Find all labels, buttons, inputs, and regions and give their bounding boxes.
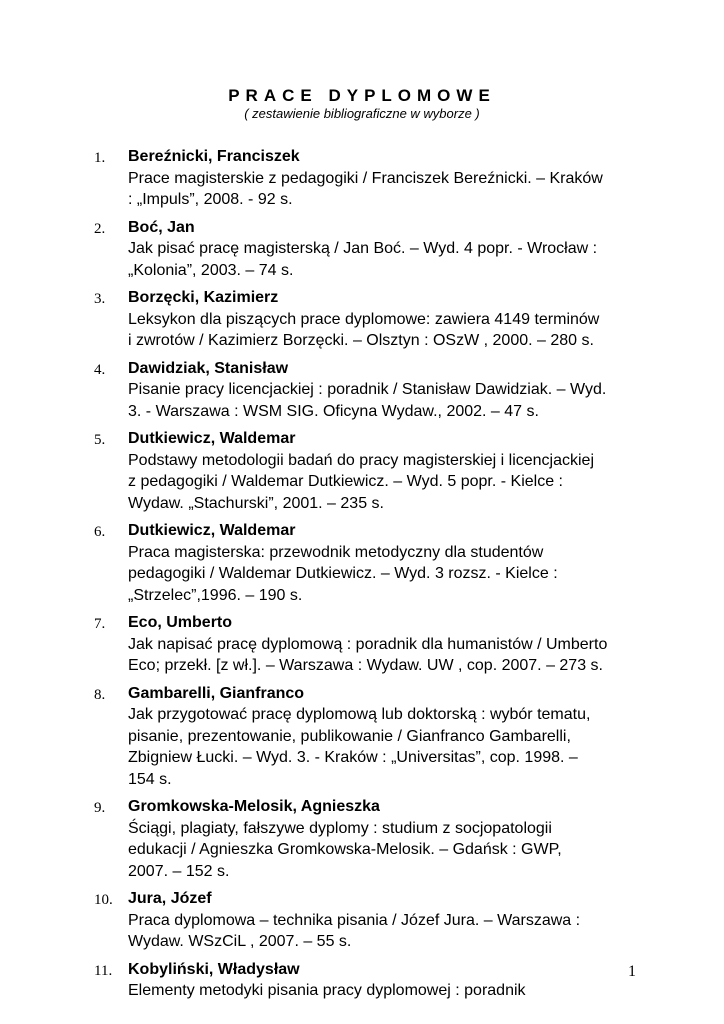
entry-body <box>128 959 648 1002</box>
bibliography-entry <box>0 683 724 791</box>
entry-author: Eco, Umberto <box>128 614 233 631</box>
entry-author: Dawidziak, Stanisław <box>128 359 289 377</box>
entry-number: 4. <box>94 361 106 378</box>
entry-description-line: 2007. – 152 s. <box>128 862 230 880</box>
entry-description-line: „Kolonia”, 2003. – 74 s. <box>128 261 294 279</box>
entry-body <box>128 428 648 514</box>
entry-description-line: z pedagogiki / Waldemar Dutkiewicz. – Wyd. 5 popr. - Kielce : <box>128 473 563 490</box>
entry-number: 3. <box>94 291 106 307</box>
entry-description-line: edukacji / Agnieszka Gromkowska-Melosik. – Gdańsk : GWP, <box>128 841 562 858</box>
entry-description-line: Prace magisterskie z pedagogiki / Franciszek Bereźnicki. – Kraków <box>128 169 603 187</box>
entry-body <box>128 796 648 882</box>
bibliography-list <box>0 146 724 1008</box>
bibliography-entry <box>0 796 724 882</box>
entry-description-line: Jak napisać pracę dyplomową : poradnik dla humanistów / Umberto <box>128 635 608 653</box>
entry-description-line: Leksykon dla piszących prace dyplomowe: zawiera 4149 terminów <box>128 310 600 328</box>
entry-body <box>128 358 648 423</box>
entry-description-line: Wydaw. WSzCiL , 2007. – 55 s. <box>128 933 352 950</box>
entry-description-line: pisanie, prezentowanie, publikowanie / Gianfranco Gambarelli, <box>128 727 571 745</box>
page-number: 1 <box>628 963 636 980</box>
bibliography-entry <box>0 612 724 677</box>
entry-number: 2. <box>94 220 106 237</box>
entry-description-line: Praca dyplomowa – technika pisania / Józef Jura. – Warszawa : <box>128 911 581 929</box>
entry-number: 1. <box>94 150 106 166</box>
entry-author: Bereźnicki, Franciszek <box>128 148 300 165</box>
entry-body <box>128 888 648 953</box>
entry-author: Kobyliński, Władysław <box>128 960 300 978</box>
entry-description-line: : „Impuls”, 2008. - 92 s. <box>128 191 293 208</box>
entry-number: 11. <box>94 962 113 979</box>
entry-number: 10. <box>94 892 113 908</box>
entry-description-line: 154 s. <box>128 770 172 788</box>
bibliography-entry <box>0 358 724 423</box>
entry-author: Gromkowska-Melosik, Agnieszka <box>128 798 380 815</box>
entry-author: Dutkiewicz, Waldemar <box>128 522 296 539</box>
bibliography-entry <box>0 217 724 282</box>
entry-body <box>128 612 648 677</box>
entry-description-line: Pisanie pracy licencjackiej : poradnik / Stanisław Dawidziak. – Wyd. <box>128 381 607 398</box>
entry-description-line: Eco; przekł. [z wł.]. – Warszawa : Wydaw. UW , cop. 2007. – 273 s. <box>128 657 603 674</box>
entry-description-line: Jak przygotować pracę dyplomową lub doktorską : wybór tematu, <box>128 706 591 723</box>
bibliography-entry <box>0 520 724 606</box>
entry-author: Dutkiewicz, Waldemar <box>128 430 296 447</box>
entry-body <box>128 146 648 211</box>
entry-description-line: Jak pisać pracę magisterską / Jan Boć. – Wyd. 4 popr. - Wrocław : <box>128 240 598 257</box>
entry-description-line: „Strzelec”,1996. – 190 s. <box>128 586 303 604</box>
entry-author: Jura, Józef <box>128 890 212 907</box>
entry-body <box>128 683 648 791</box>
entry-body <box>128 520 648 606</box>
document-subtitle: ( zestawienie bibliograficzne w wyborze ) <box>244 106 480 121</box>
entry-description-line: Ściągi, plagiaty, fałszywe dyplomy : studium z socjopatologii <box>128 819 552 837</box>
entry-author: Gambarelli, Gianfranco <box>128 684 305 702</box>
entry-number: 5. <box>94 432 106 448</box>
bibliography-entry <box>0 146 724 211</box>
entry-description-line: pedagogiki / Waldemar Dutkiewicz. – Wyd. 3 rozsz. - Kielce : <box>128 565 558 582</box>
entry-description-line: 3. - Warszawa : WSM SIG. Oficyna Wydaw., 2002. – 47 s. <box>128 402 539 420</box>
entry-description-line: i zwrotów / Kazimierz Borzęcki. – Olsztyn : OSzW , 2000. – 280 s. <box>128 332 594 349</box>
entry-number: 6. <box>94 524 106 540</box>
bibliography-entry <box>0 428 724 514</box>
entry-author: Borzęcki, Kazimierz <box>128 289 279 306</box>
entry-description-line: Praca magisterska: przewodnik metodyczny dla studentów <box>128 543 544 561</box>
entry-number: 9. <box>94 800 106 816</box>
entry-body <box>128 287 648 352</box>
entry-description-line: Podstawy metodologii badań do pracy magisterskiej i licencjackiej <box>128 451 595 469</box>
entry-description-line: Zbigniew Łucki. – Wyd. 3. - Kraków : „Universitas”, cop. 1998. – <box>128 749 578 766</box>
bibliography-entry <box>0 888 724 953</box>
entry-description-line: Elementy metodyki pisania pracy dyplomowej : poradnik <box>128 982 526 999</box>
bibliography-entry <box>0 287 724 352</box>
entry-body <box>128 217 648 282</box>
entry-description-line: Wydaw. „Stachurski”, 2001. – 235 s. <box>128 494 384 512</box>
bibliography-entry <box>0 959 724 1002</box>
entry-number: 8. <box>94 686 106 703</box>
document-title: PRACE DYPLOMOWE <box>228 86 496 105</box>
entry-author: Boć, Jan <box>128 218 195 236</box>
entry-number: 7. <box>94 616 106 632</box>
